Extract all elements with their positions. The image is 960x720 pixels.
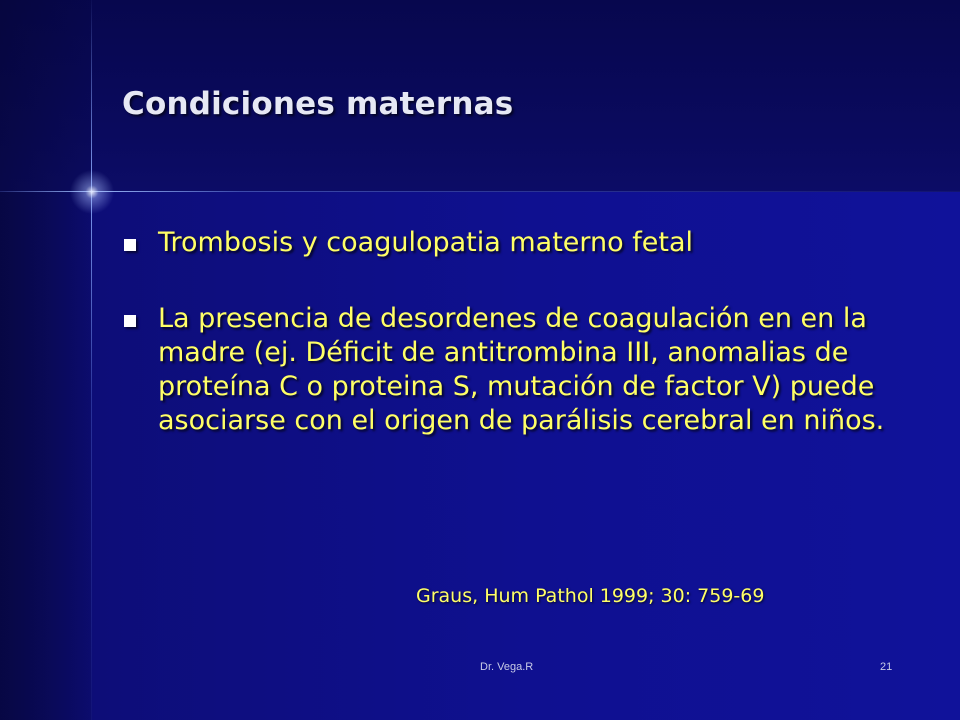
slide-title: Condiciones maternas: [122, 86, 514, 122]
page-number: 21: [880, 661, 893, 673]
horizontal-accent-line: [0, 191, 960, 192]
square-bullet-icon: [124, 239, 136, 251]
bullet-list: [122, 226, 922, 438]
bullet-text: Trombosis y coagulopatia materno fetal: [158, 227, 694, 258]
footer-author: Dr. Vega.R: [480, 661, 534, 673]
vertical-accent-line: [91, 0, 92, 720]
bullet-item: [122, 226, 922, 260]
left-accent-strip: [0, 0, 92, 720]
square-bullet-icon: [124, 315, 136, 327]
citation: Graus, Hum Pathol 1999; 30: 759-69: [416, 585, 765, 607]
bullet-item: [122, 302, 922, 438]
bullet-text: La presencia de desordenes de coagulación en en la madre (ej. Déficit de antitrombina III, anomalias de proteína C o proteina S, mutación de factor V) puede asociarse con el origen de parálisis cerebral en niños.: [158, 303, 885, 436]
